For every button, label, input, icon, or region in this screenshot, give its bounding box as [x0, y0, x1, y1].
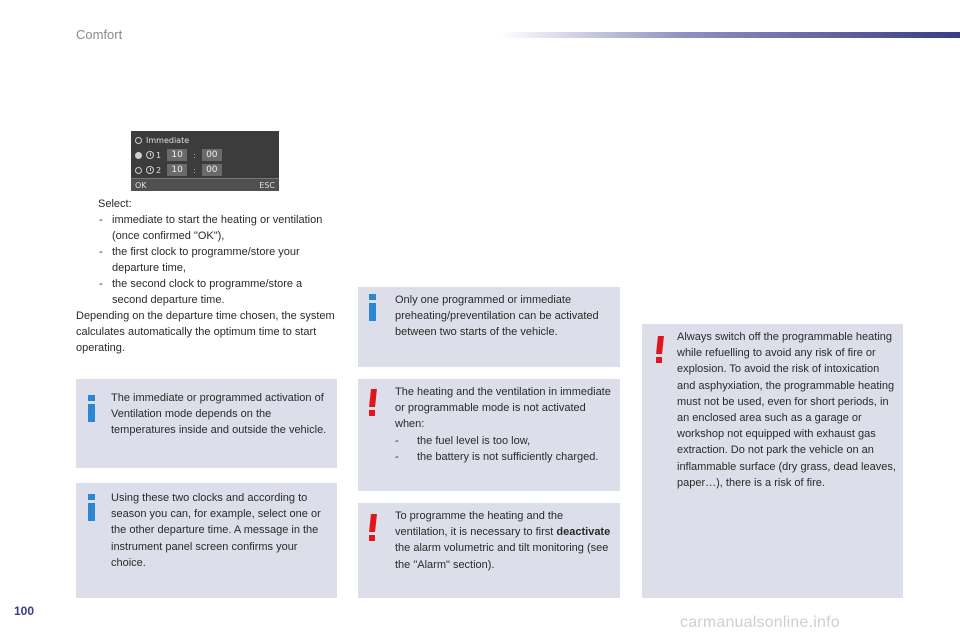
list-item: - the second clock to programme/store a second departure time.: [99, 278, 303, 307]
warning-box-refuelling: Always switch off the programmable heating while refuelling to avoid any risk of fire or explosion. To avoid the risk of intoxication and asphyxiation, the programmable heating must not be used, even for short periods, in an enclosed area such as a garage or workshop not equipped with exhaust gas extraction. Do not park the vehicle on an inflammable surface (dry grass, dead leaves, paper…), there is a risk of fire.: [642, 324, 903, 598]
screen-row-clock-2: [135, 163, 228, 177]
clock-icon: [146, 166, 154, 174]
warning-icon: [654, 336, 668, 364]
warning-box-not-activated: [358, 379, 620, 491]
hours-field: 10: [167, 149, 187, 161]
radio-icon: [135, 167, 142, 174]
warning-box-alarm: [358, 503, 620, 598]
time-separator: :: [193, 150, 196, 160]
select-label: Select:: [98, 198, 132, 210]
warning-icon: [367, 389, 381, 417]
screen-row-immediate: [135, 133, 189, 147]
info-icon: [85, 395, 99, 423]
ok-label: OK: [135, 180, 147, 190]
select-instruction: [76, 196, 132, 212]
warning-alarm-content: To programme the heating and the ventilation, it is necessary to first deactivate the alarm volumetric and tilt monitoring (see the "Alarm" section).: [395, 510, 611, 571]
hours-field: 10: [167, 164, 187, 176]
info-box-ventilation: The immediate or programmed activation of Ventilation mode depends on the temperatures inside and outside the vehicle.: [76, 379, 337, 468]
info-icon: [366, 294, 380, 322]
watermark: carmanualsonline.info: [680, 614, 840, 631]
list-item: - the fuel level is too low,: [395, 434, 531, 447]
section-title: Comfort: [76, 27, 123, 42]
list-item: - immediate to start the heating or ventilation (once confirmed "OK"),: [99, 214, 323, 243]
screen-row-clock-1: [135, 148, 228, 162]
info-box-one-programmed: Only one programmed or immediate preheating/preventilation can be activated between two starts of the vehicle.: [358, 287, 620, 367]
departure-paragraph: Depending on the departure time chosen, the system calculates automatically the optimum time to start operating.: [76, 310, 335, 355]
minutes-field: 00: [202, 164, 222, 176]
list-item: - the first clock to programme/store your departure time,: [99, 246, 300, 275]
header-gradient-bar: [500, 32, 960, 38]
clock-icon: [146, 151, 154, 159]
screen-immediate-label: Immediate: [146, 135, 190, 145]
esc-label: ESC: [259, 180, 275, 190]
radio-selected-icon: [135, 152, 142, 159]
radio-icon: [135, 137, 142, 144]
page-number: 100: [14, 604, 35, 618]
time-separator: :: [193, 165, 196, 175]
clock-number: 2: [156, 165, 162, 175]
info-icon: [85, 494, 99, 522]
list-item: - the battery is not sufficiently charged.: [395, 450, 599, 463]
info-box-clocks: Using these two clocks and according to season you can, for example, select one or the other departure time. A message in the instrument panel screen confirms your choice.: [76, 483, 337, 598]
minutes-field: 00: [202, 149, 222, 161]
warning-icon: [367, 514, 381, 542]
clock-number: 1: [156, 150, 162, 160]
warning-not-activated-content: The heating and the ventilation in immediate or programmable mode is not activated when: - the fuel level is too low, - the battery is not sufficiently charged.: [395, 384, 613, 465]
screen-footer: [131, 178, 279, 191]
screen-display: [131, 131, 279, 191]
